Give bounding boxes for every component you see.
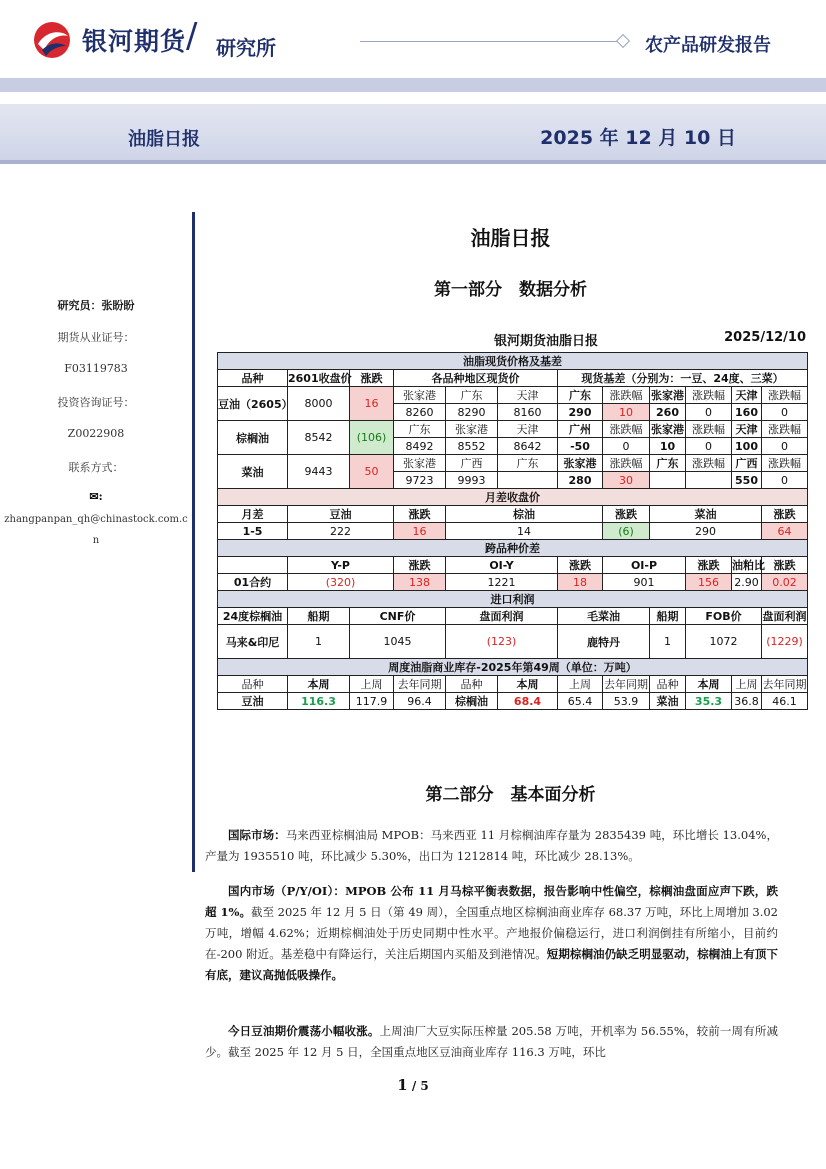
stock-v-12: 46.1 (762, 693, 808, 710)
stock-v-3: 117.9 (350, 693, 394, 710)
cross-h-1: Y-P (288, 557, 394, 574)
imp-v-4: (123) (446, 625, 558, 659)
palm-price-2: 8552 (446, 438, 498, 455)
palm-name: 棕榈油 (218, 421, 288, 455)
license-label: 期货从业证号： (57, 331, 135, 344)
soy-bh-2: 涨跌幅 (603, 387, 650, 404)
imp-v-2: 1 (288, 625, 350, 659)
rape-price-2: 9993 (446, 472, 498, 489)
imp-h-1: 24度棕榈油 (218, 608, 288, 625)
rape-basis-1: 280 (558, 472, 603, 489)
palm-basis-5: 100 (732, 438, 762, 455)
stock-h-6: 本周 (498, 676, 558, 693)
imp-v-1: 马来&印尼 (218, 625, 288, 659)
stock-h-9: 品种 (650, 676, 686, 693)
section-stock: 周度油脂商业库存-2025年第49周（单位：万吨） (218, 659, 808, 676)
email-line-2[interactable]: n (92, 535, 100, 546)
page-total: 5 (420, 1079, 429, 1093)
rape-bh-6: 涨跌幅 (762, 455, 808, 472)
palm-basis-3: 10 (650, 438, 686, 455)
header-rule (360, 41, 622, 42)
imp-h-8: 盘面利润 (762, 608, 808, 625)
palm-basis-2: 0 (603, 438, 650, 455)
soy-basis-5: 160 (732, 404, 762, 421)
month-h-6: 菜油 (650, 506, 762, 523)
cross-h-blank (218, 557, 288, 574)
month-h-1: 月差 (218, 506, 288, 523)
soy-close: 8000 (288, 387, 350, 421)
rape-name: 菜油 (218, 455, 288, 489)
para1-body: 马来西亚棕榈油局 MPOB：马来西亚 11 月棕榈油库存量为 2835439 吨，环比增长 13.04%，产量为 1935510 吨，环比减少 5.30%，出口为 1212814 吨，环比减少 28.13%。 (205, 828, 778, 863)
imp-h-5: 毛菜油 (558, 608, 650, 625)
palm-bh-3: 张家港 (650, 421, 686, 438)
month-h-4: 棕油 (446, 506, 603, 523)
page-current: 1 (397, 1076, 408, 1094)
rape-region-1: 张家港 (394, 455, 446, 472)
soy-region-1: 张家港 (394, 387, 446, 404)
palm-region-2: 张家港 (446, 421, 498, 438)
page-sep: / (407, 1079, 421, 1093)
cross-v-4: 18 (558, 574, 603, 591)
rape-bh-5: 广西 (732, 455, 762, 472)
imp-h-3: CNF价 (350, 608, 446, 625)
soy-region-3: 天津 (498, 387, 558, 404)
rape-bh-2: 涨跌幅 (603, 455, 650, 472)
company-logo-icon (32, 20, 72, 60)
h-chg: 涨跌 (350, 370, 394, 387)
rape-price-3 (498, 472, 558, 489)
stock-v-10: 35.3 (686, 693, 732, 710)
cross-h-2: 涨跌 (394, 557, 446, 574)
stock-v-6: 68.4 (498, 693, 558, 710)
month-v-3: 16 (394, 523, 446, 540)
imp-h-2: 船期 (288, 608, 350, 625)
month-h-2: 豆油 (288, 506, 394, 523)
palm-price-1: 8492 (394, 438, 446, 455)
part1-heading: 第一部分 数据分析 (434, 280, 587, 300)
month-v-2: 222 (288, 523, 394, 540)
mail-icon: ✉ (89, 490, 99, 503)
table-name: 银河期货油脂日报 (494, 334, 599, 349)
h-variety: 品种 (218, 370, 288, 387)
rape-region-3: 广东 (498, 455, 558, 472)
header-band (0, 78, 826, 92)
rape-basis-4 (686, 472, 732, 489)
email-line-1[interactable]: zhangpanpan_qh@chinastock.com.c (4, 514, 188, 525)
stock-h-3: 上周 (350, 676, 394, 693)
stock-v-7: 65.4 (558, 693, 603, 710)
table-header (218, 330, 806, 352)
part2-heading: 第二部分 基本面分析 (425, 785, 596, 805)
stock-h-5: 品种 (446, 676, 498, 693)
palm-bh-6: 涨跌幅 (762, 421, 808, 438)
soy-price-3: 8160 (498, 404, 558, 421)
stock-v-2: 116.3 (288, 693, 350, 710)
para-domestic (205, 881, 778, 986)
imp-h-4: 盘面利润 (446, 608, 558, 625)
license-number: F03119783 (64, 362, 128, 375)
soy-name: 豆油（2605） (218, 387, 288, 421)
table-date: 2025/12/10 (724, 330, 806, 345)
rape-chg: 50 (350, 455, 394, 489)
section-spot: 油脂现货价格及基差 (218, 353, 808, 370)
soy-bh-5: 天津 (732, 387, 762, 404)
diamond-icon (616, 34, 630, 48)
imp-h-6: 船期 (650, 608, 686, 625)
main-title: 油脂日报 (470, 226, 551, 250)
section-month: 月差收盘价 (218, 489, 808, 506)
stock-h-2: 本周 (288, 676, 350, 693)
para3-lead: 今日豆油期价震荡小幅收涨。 (228, 1024, 380, 1038)
stock-h-1: 品种 (218, 676, 288, 693)
consult-label: 投资咨询证号： (57, 396, 135, 409)
palm-bh-5: 天津 (732, 421, 762, 438)
month-h-7: 涨跌 (762, 506, 808, 523)
report-type: 农产品研发报告 (645, 35, 771, 56)
soy-basis-2: 10 (603, 404, 650, 421)
rape-price-1: 9723 (394, 472, 446, 489)
para2-tail: 短期棕榈油仍缺乏明显驱动，棕榈油上有顶下有底，建议高抛低吸操作。 (205, 947, 778, 982)
month-v-4: 14 (446, 523, 603, 540)
palm-bh-1: 广州 (558, 421, 603, 438)
soy-region-2: 广东 (446, 387, 498, 404)
cross-h-7: 油粕比 (732, 557, 762, 574)
palm-bh-4: 涨跌幅 (686, 421, 732, 438)
page-number (0, 1076, 826, 1094)
stock-h-10: 本周 (686, 676, 732, 693)
cross-h-8: 涨跌 (762, 557, 808, 574)
cross-v-5: 901 (603, 574, 686, 591)
h-region: 各品种地区现货价 (394, 370, 558, 387)
stock-v-1: 豆油 (218, 693, 288, 710)
imp-v-7: 1072 (686, 625, 762, 659)
para2-lead: 国内市场（P/Y/OI）：MPOB 公布 11 月马棕平衡表数据，报告影响中性偏空，棕榈油盘面应声下跌，跌超 1%。 (205, 884, 778, 919)
palm-region-1: 广东 (394, 421, 446, 438)
rape-bh-1: 张家港 (558, 455, 603, 472)
consult-number: Z0022908 (67, 427, 125, 440)
cross-v-1: (320) (288, 574, 394, 591)
soy-bh-1: 广东 (558, 387, 603, 404)
contact-label: 联系方式： (68, 461, 124, 474)
soy-basis-4: 0 (686, 404, 732, 421)
imp-v-3: 1045 (350, 625, 446, 659)
rape-basis-2: 30 (603, 472, 650, 489)
imp-v-6: 1 (650, 625, 686, 659)
stock-h-7: 上周 (558, 676, 603, 693)
stock-v-4: 96.4 (394, 693, 446, 710)
cross-v-8: 0.02 (762, 574, 808, 591)
palm-basis-1: -50 (558, 438, 603, 455)
cross-h-5: OI-P (603, 557, 686, 574)
soy-bh-6: 涨跌幅 (762, 387, 808, 404)
title-band-rule (0, 160, 826, 164)
soy-basis-6: 0 (762, 404, 808, 421)
stock-h-12: 去年同期 (762, 676, 808, 693)
stock-v-11: 36.8 (732, 693, 762, 710)
rape-basis-5: 550 (732, 472, 762, 489)
cross-v-6: 156 (686, 574, 732, 591)
stock-v-8: 53.9 (603, 693, 650, 710)
cross-v-7: 2.90 (732, 574, 762, 591)
para-soyoil (205, 1021, 778, 1063)
month-v-1: 1-5 (218, 523, 288, 540)
palm-basis-4: 0 (686, 438, 732, 455)
company-name: 银河期货 (82, 27, 187, 56)
rape-basis-3 (650, 472, 686, 489)
imp-h-7: FOB价 (686, 608, 762, 625)
palm-chg: (106) (350, 421, 394, 455)
section-import: 进口利润 (218, 591, 808, 608)
section-cross: 跨品种价差 (218, 540, 808, 557)
cross-h-4: 涨跌 (558, 557, 603, 574)
cross-v-3: 1221 (446, 574, 558, 591)
para1-lead: 国际市场： (228, 828, 286, 842)
para2-body: 截至 2025 年 12 月 5 日（第 49 周），全国重点地区棕榈油商业库存 68.37 万吨，环比上周增加 3.02 万吨，增幅 4.62%；近期棕榈油处于历史同期中性水平。产地报价偏稳运行，进口利润倒挂有所缩小，目前约在-200 附近。基差稳中有降运行，关注后期国内买船及到港情况。 (205, 905, 778, 961)
h-close: 2601收盘价 (288, 370, 350, 387)
report-date: 2025 年 12 月 10 日 (540, 127, 736, 149)
para3-body: 上周油厂大豆实际压榨量 205.58 万吨，开机率为 56.55%，较前一周有所减少。截至 2025 年 12 月 5 日，全国重点地区豆油商业库存 116.3 万吨，环比 (205, 1024, 778, 1059)
palm-region-3: 天津 (498, 421, 558, 438)
email-row (0, 490, 192, 503)
imp-v-8: (1229) (762, 625, 808, 659)
palm-close: 8542 (288, 421, 350, 455)
stock-h-8: 去年同期 (603, 676, 650, 693)
palm-basis-6: 0 (762, 438, 808, 455)
stock-v-5: 棕榈油 (446, 693, 498, 710)
soy-price-2: 8290 (446, 404, 498, 421)
cross-h-6: 涨跌 (686, 557, 732, 574)
rape-basis-6: 0 (762, 472, 808, 489)
palm-price-3: 8642 (498, 438, 558, 455)
soy-basis-1: 290 (558, 404, 603, 421)
soy-bh-3: 张家港 (650, 387, 686, 404)
soy-price-1: 8260 (394, 404, 446, 421)
h-basis: 现货基差（分别为：一豆、24度、三菜） (558, 370, 808, 387)
soy-chg: 16 (350, 387, 394, 421)
logo-divider: / (186, 16, 198, 56)
cross-label: 01合约 (218, 574, 288, 591)
month-v-6: 290 (650, 523, 762, 540)
month-h-3: 涨跌 (394, 506, 446, 523)
soy-basis-3: 260 (650, 404, 686, 421)
month-h-5: 涨跌 (603, 506, 650, 523)
soy-bh-4: 涨跌幅 (686, 387, 732, 404)
stock-h-4: 去年同期 (394, 676, 446, 693)
rape-bh-4: 涨跌幅 (686, 455, 732, 472)
cross-v-2: 138 (394, 574, 446, 591)
email-colon: : (98, 490, 103, 503)
stock-h-11: 上周 (732, 676, 762, 693)
month-v-7: 64 (762, 523, 808, 540)
report-title: 油脂日报 (128, 129, 200, 150)
analyst-name: 研究员：张盼盼 (57, 299, 135, 312)
month-v-5: (6) (603, 523, 650, 540)
institute-name: 研究所 (216, 36, 276, 60)
sidebar-divider (192, 212, 195, 872)
oil-daily-table (217, 352, 808, 710)
rape-region-2: 广西 (446, 455, 498, 472)
stock-v-9: 菜油 (650, 693, 686, 710)
imp-v-5: 鹿特丹 (558, 625, 650, 659)
palm-bh-2: 涨跌幅 (603, 421, 650, 438)
cross-h-3: OI-Y (446, 557, 558, 574)
rape-close: 9443 (288, 455, 350, 489)
para-international (205, 825, 778, 867)
rape-bh-3: 广东 (650, 455, 686, 472)
